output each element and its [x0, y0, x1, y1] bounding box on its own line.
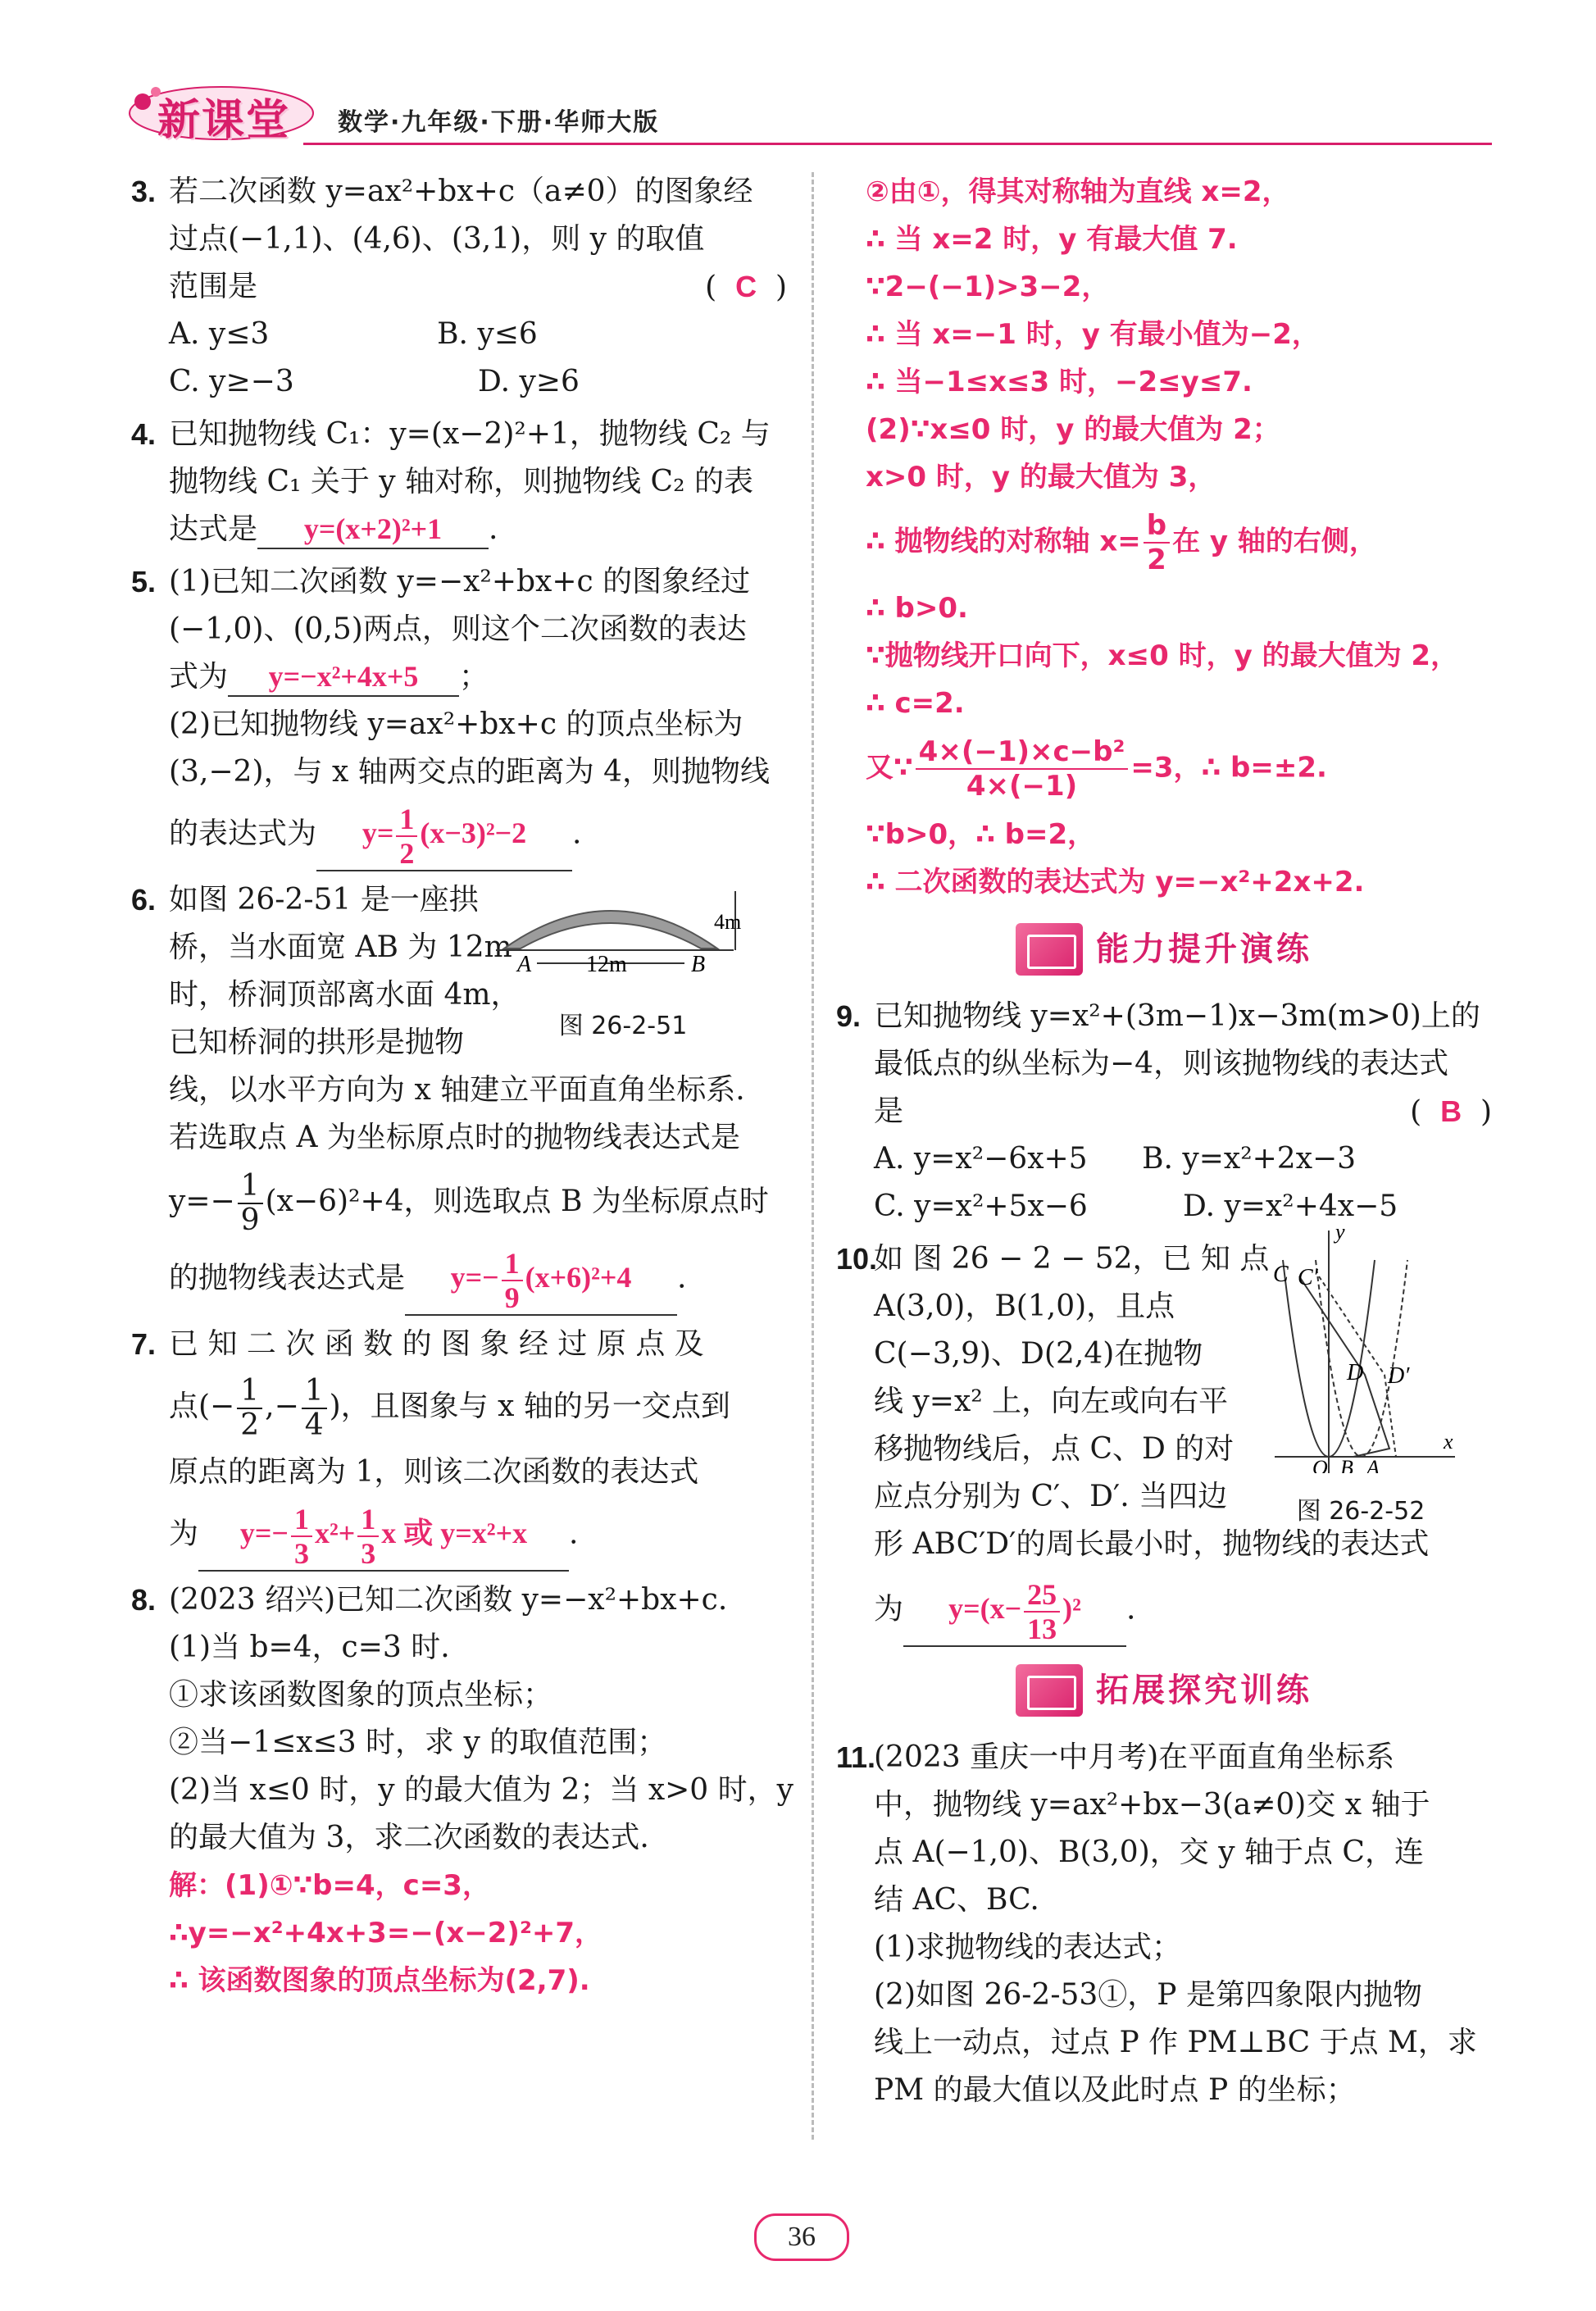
- answer-text: y=− $\frac{1}{3}$ x²+ $\frac{1}{3}$ x 或 y=x²+x: [239, 1503, 528, 1570]
- question-text: 的抛物线表达式是: [169, 1261, 406, 1295]
- point-label-d-prime: D′: [1388, 1363, 1410, 1389]
- bridge-figure: [496, 881, 750, 988]
- question-text: 移抛物线后，点 C、D 的对: [874, 1432, 1235, 1466]
- question-text: 若二次函数 y=ax²+bx+c（a≠0）的图象经: [169, 175, 753, 208]
- question-text-row: 点(− $\frac{1}{2}$ ,− $\frac{1}{4}$ )，且图象与 x 轴的另一交点到: [169, 1374, 730, 1442]
- question-number: 9.: [836, 999, 862, 1033]
- question-number: 4.: [131, 417, 157, 451]
- solution-line: ∴ 该函数图象的顶点坐标为(2,7).: [169, 1964, 590, 1997]
- question-text-row: [169, 653, 787, 701]
- question-text-row: [169, 1503, 787, 1572]
- question-text: 已知抛物线 C₁：y=(x−2)²+1，抛物线 C₂ 与: [169, 417, 771, 451]
- question-text: 时，桥洞顶部离水面 4m，: [169, 978, 521, 1012]
- axis-label-y: y: [1335, 1227, 1345, 1244]
- point-label-c-prime: C′: [1298, 1265, 1318, 1290]
- question-number: 8.: [131, 1583, 157, 1617]
- answer-text: y=(x+2)²+1: [303, 512, 443, 545]
- solution-line: x>0 时，y 的最大值为 3，: [866, 461, 1216, 494]
- question-text: (2)如图 26-2-53①，P 是第四象限内抛物: [874, 1978, 1422, 2012]
- question-text: 点 A(−1,0)、B(3,0)，交 y 轴于点 C，连: [874, 1836, 1424, 1869]
- point-label-b: B: [1340, 1456, 1353, 1473]
- question-text: 是: [874, 1094, 904, 1128]
- solution-line: ∵b>0，∴ b=2，: [866, 818, 1096, 851]
- logo-text: 新课堂: [157, 96, 291, 145]
- section-heading-ability: [836, 916, 1492, 983]
- question-text: (−1,0)、(0,5)两点，则这个二次函数的表达: [169, 612, 747, 646]
- option-c: C. y≥−3: [169, 365, 294, 398]
- question-text: 中，抛物线 y=ax²+bx−3(a≠0)交 x 轴于: [874, 1788, 1430, 1822]
- question-number: 11.: [836, 1740, 876, 1774]
- question-text: ②当−1≤x≤3 时，求 y 的取值范围；: [169, 1726, 667, 1759]
- axis-label-x: x: [1444, 1430, 1453, 1453]
- question-number: 3.: [131, 175, 157, 208]
- figure-label-height: 4m: [714, 910, 742, 934]
- question-4: [131, 411, 787, 553]
- figure-26-2-52: [1258, 1227, 1463, 1526]
- section-title-text: 能力提升演练: [1096, 930, 1312, 968]
- question-text: (1)当 b=4，c=3 时.: [169, 1631, 450, 1664]
- question-text: 结 AC、BC.: [874, 1883, 1039, 1917]
- question-text: 式为: [169, 660, 229, 694]
- question-text: ①求该函数图象的顶点坐标；: [169, 1678, 553, 1712]
- answer-choice-box: ( C ): [705, 270, 787, 304]
- figure-label-b: B: [691, 952, 706, 977]
- question-text: 为: [874, 1592, 904, 1626]
- option-a: A. y≤3: [169, 317, 270, 351]
- answer-text: y= $\frac{1}{2}$ (x−3)²−2: [361, 803, 527, 870]
- solution-line: ∴y=−x²+4x+3=−(x−2)²+7，: [169, 1917, 603, 1949]
- question-text: 抛物线 C₁ 关于 y 轴对称，则抛物线 C₂ 的表: [169, 465, 753, 498]
- question-text-row: y=− $\frac{1}{9}$ (x−6)²+4，则选取点 B 为坐标原点时: [169, 1169, 769, 1237]
- question-text-row: [169, 803, 787, 871]
- solution-line: ∴ c=2.: [866, 687, 965, 720]
- solution-continued: [836, 168, 1492, 906]
- question-10: [836, 1227, 1492, 1647]
- question-text: 若选取点 A 为坐标原点时的抛物线表达式是: [169, 1121, 740, 1154]
- question-3: [131, 168, 787, 406]
- question-text: 达式是: [169, 512, 258, 546]
- question-text: 线 y=x² 上，向左或向右平: [874, 1385, 1229, 1418]
- figure-caption: 图 26-2-51: [558, 1012, 688, 1040]
- question-text: A(3,0)，B(1,0)，且点: [874, 1290, 1175, 1323]
- point-label-o: O: [1312, 1456, 1328, 1473]
- solution-line: ∴ 抛物线的对称轴 x= $\frac{b}{2}$ 在 y 轴的右侧，: [866, 509, 1377, 576]
- option-d: D. y≥6: [478, 365, 580, 398]
- answer-text: y=−x²+4x+5: [268, 660, 419, 693]
- solution-line: 又∵ $\frac{\text{4×(−1)×c−b²}}{4\times(-1)}$ =3，∴ b=±2.: [866, 735, 1327, 803]
- question-text: (3,−2)，与 x 轴两交点的距离为 4，则抛物线: [169, 755, 771, 789]
- left-column: [131, 168, 793, 2009]
- question-text: (1)已知二次函数 y=−x²+bx+c 的图象经过: [169, 565, 751, 598]
- question-text: 已知抛物线 y=x²+(3m−1)x−3m(m>0)上的: [874, 999, 1480, 1033]
- question-text-row: [874, 1578, 1492, 1647]
- question-5: [131, 558, 787, 871]
- option-c: C. y=x²+5x−6: [874, 1190, 1088, 1223]
- option-a: A. y=x²−6x+5: [874, 1142, 1088, 1176]
- solution-line: ∴ 二次函数的表达式为 y=−x²+2x+2.: [866, 866, 1365, 898]
- question-11: [836, 1734, 1492, 2114]
- question-text: PM 的最大值以及此时点 P 的坐标；: [874, 2073, 1356, 2107]
- answer-text: y=− $\frac{1}{9}$ (x+6)²+4: [450, 1247, 632, 1314]
- options-row: [169, 311, 705, 358]
- solution-line: (2)∵x≤0 时，y 的最大值为 2；: [866, 413, 1280, 446]
- parabola-figure: [1258, 1227, 1463, 1473]
- section-heading-extension: [836, 1657, 1492, 1724]
- question-number: 10.: [836, 1242, 878, 1276]
- question-text: (2023 绍兴)已知二次函数 y=−x²+bx+c.: [169, 1583, 728, 1617]
- page-header: [123, 80, 1492, 154]
- options-row: [874, 1135, 1410, 1183]
- point-label-a: A: [1366, 1456, 1380, 1473]
- page-number: 36: [754, 2213, 849, 2261]
- question-text-row: [169, 263, 787, 311]
- option-b: B. y≤6: [437, 317, 538, 351]
- answer-choice: B: [1440, 1094, 1462, 1128]
- question-text: 如 图 26 − 2 − 52，已 知 点: [874, 1242, 1270, 1276]
- answer-choice-box: ( B ): [1410, 1094, 1492, 1129]
- point-label-d: D: [1347, 1360, 1364, 1385]
- header-rule: [303, 143, 1492, 145]
- question-text: 过点(−1,1)、(4,6)、(3,1)，则 y 的取值: [169, 222, 705, 256]
- question-9: [836, 993, 1492, 1231]
- answer-text: y=(x− $\frac{25}{13}$ )²: [948, 1578, 1081, 1645]
- question-text: 形 ABC′D′的周长最小时，抛物线的表达式: [874, 1527, 1430, 1561]
- question-6: [131, 876, 787, 1316]
- question-text: 的表达式为: [169, 817, 317, 851]
- question-text: .: [569, 1517, 579, 1551]
- solution-line: ∴ b>0.: [866, 592, 968, 625]
- question-text: .: [677, 1261, 687, 1295]
- question-text: 范围是: [169, 270, 258, 303]
- solution-line: 解：(1)①∵b=4，c=3，: [169, 1869, 490, 1902]
- question-number: 7.: [131, 1327, 157, 1361]
- question-text-row: [169, 506, 787, 553]
- solution-line: ②由①，得其对称轴为直线 x=2，: [866, 175, 1290, 208]
- option-b: B. y=x²+2x−3: [1142, 1142, 1357, 1176]
- question-text-row: [874, 1088, 1492, 1135]
- point-label-c: C: [1273, 1262, 1289, 1287]
- header-subtitle: 数学·九年级·下册·华师大版: [338, 108, 660, 137]
- solution-line: ∴ 当 x=2 时，y 有最大值 7.: [866, 223, 1238, 256]
- question-text: .: [572, 817, 582, 851]
- question-text: C(−3,9)、D(2,4)在抛物: [874, 1337, 1203, 1371]
- question-text: 线，以水平方向为 x 轴建立平面直角坐标系.: [169, 1073, 745, 1107]
- figure-26-2-51: [496, 881, 750, 1040]
- question-text: ；: [459, 660, 489, 694]
- option-d: D. y=x²+4x−5: [1183, 1190, 1398, 1223]
- figure-caption: 图 26-2-52: [1296, 1497, 1425, 1526]
- question-text: 的最大值为 3，求二次函数的表达式.: [169, 1821, 649, 1854]
- column-divider: [812, 172, 814, 2140]
- question-text: 原点的距离为 1，则该二次函数的表达式: [169, 1455, 699, 1489]
- question-text: 最低点的纵坐标为−4，则该抛物线的表达式: [874, 1047, 1449, 1080]
- solution-line: ∴ 当 x=−1 时，y 有最小值为−2，: [866, 318, 1320, 351]
- question-text: .: [1126, 1592, 1136, 1626]
- question-text: .: [489, 512, 498, 546]
- question-text: (2)当 x≤0 时，y 的最大值为 2；当 x>0 时，y: [169, 1773, 793, 1807]
- figure-label-a: A: [517, 952, 532, 977]
- question-text: 已知桥洞的拱形是抛物: [169, 1026, 465, 1059]
- question-text: (1)求抛物线的表达式；: [874, 1931, 1181, 1964]
- question-text: 如图 26-2-51 是一座拱: [169, 883, 479, 917]
- solution-line: ∵2−(−1)>3−2，: [866, 271, 1110, 303]
- question-text: 为: [169, 1517, 199, 1551]
- graduation-cap-icon: [1016, 1664, 1083, 1717]
- question-text: 线上一动点，过点 P 作 PM⊥BC 于点 M，求: [874, 2026, 1477, 2059]
- question-number: 5.: [131, 565, 157, 598]
- question-8: [131, 1576, 793, 2004]
- question-number: 6.: [131, 883, 157, 917]
- figure-label-width: 12m: [586, 952, 627, 977]
- books-icon: [1016, 923, 1083, 976]
- question-text: 应点分别为 C′、D′. 当四边: [874, 1480, 1228, 1513]
- options-row: [169, 358, 787, 406]
- question-7: [131, 1321, 787, 1572]
- question-text-row: [169, 1247, 787, 1316]
- solution-line: ∴ 当−1≤x≤3 时，−2≤y≤7.: [866, 366, 1253, 398]
- options-row: [874, 1183, 1492, 1231]
- question-text: (2)已知抛物线 y=ax²+bx+c 的顶点坐标为: [169, 707, 743, 741]
- question-text: 已 知 二 次 函 数 的 图 象 经 过 原 点 及: [169, 1327, 704, 1361]
- solution-line: ∵抛物线开口向下，x≤0 时，y 的最大值为 2，: [866, 639, 1459, 672]
- right-column: [836, 168, 1492, 2119]
- question-text: 桥，当水面宽 AB 为 12m: [169, 930, 512, 964]
- question-text: (2023 重庆一中月考)在平面直角坐标系: [874, 1740, 1395, 1774]
- section-title-text: 拓展探究训练: [1096, 1672, 1312, 1709]
- answer-choice: C: [735, 270, 757, 303]
